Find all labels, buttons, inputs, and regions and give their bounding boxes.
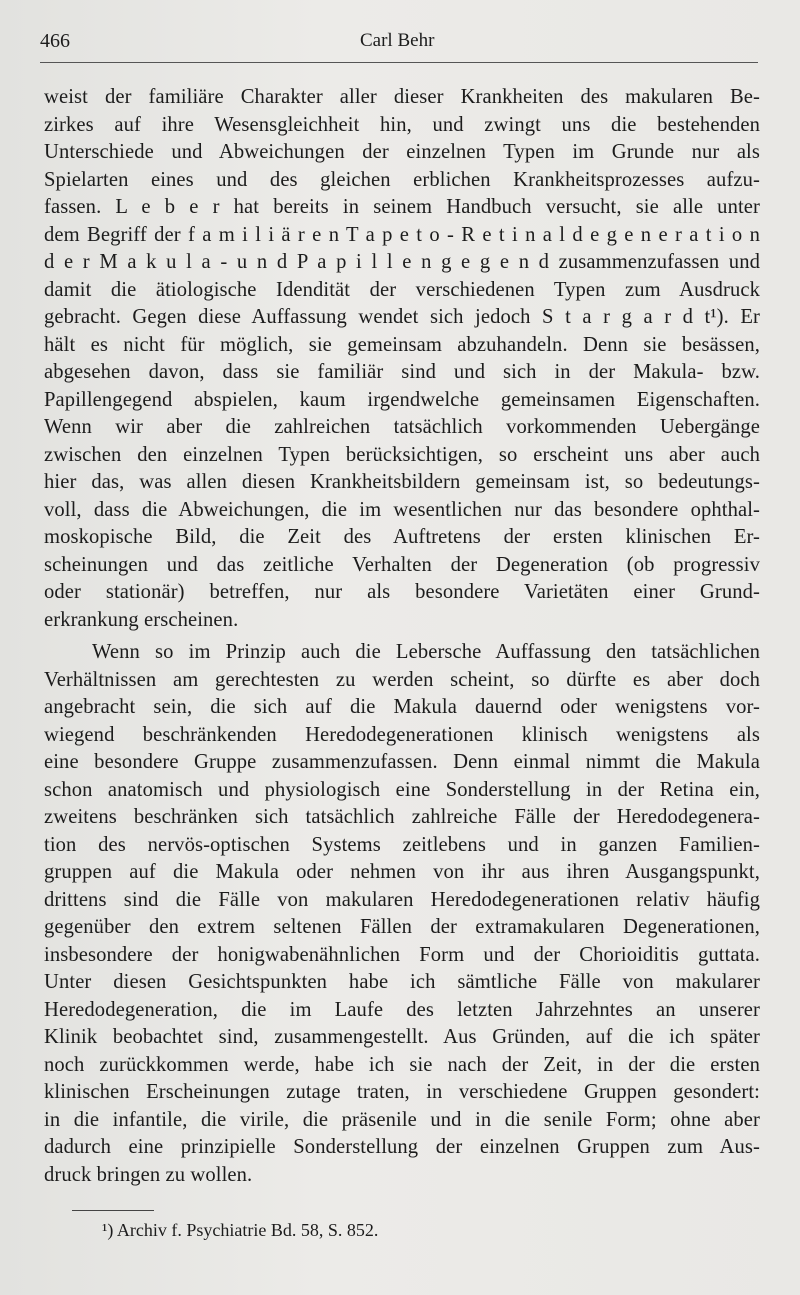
text-line: schon anatomisch und physiologisch eine Sonderstellung in der Retina ein, <box>44 778 760 801</box>
text-line: angebracht sein, die sich auf die Makula dauernd oder wenigstens vor- <box>44 696 760 718</box>
text-line: zirkes auf ihre Wesensgleichheit hin, und zwingt uns die bestehenden <box>44 113 760 136</box>
body-text <box>44 84 760 1189</box>
text-line: Unterschiede und Abweichungen der einzelnen Typen im Grunde nur als <box>44 141 760 163</box>
text-line: dem Begriff der f a m i l i ä r e n T a p e t o - R e t i n a l d e g e n e r a t i o n <box>44 223 760 246</box>
text-line: Wenn so im Prinzip auch die Lebersche Auffassung den tatsächlichen <box>92 641 760 663</box>
text-line: dadurch eine prinzipielle Sonderstellung der einzelnen Gruppen zum Aus- <box>44 1136 760 1158</box>
text-line: drittens sind die Fälle von makularen Heredodegenerationen relativ häufig <box>44 888 760 911</box>
header-rule <box>40 62 758 63</box>
text-line: Verhältnissen am gerechtesten zu werden scheint, so dürfte es aber doch <box>44 668 760 691</box>
text-line: gebracht. Gegen diese Auffassung wendet sich jedoch S t a r g a r d t¹). Er <box>44 306 760 328</box>
text-line: gegenüber den extrem seltenen Fällen der extramakularen Degenerationen, <box>44 916 760 938</box>
text-line: d e r M a k u l a - u n d P a p i l l e n g e g e n d zusammenzufassen und <box>44 251 760 273</box>
page-number: 466 <box>40 30 70 52</box>
text-line: druck bringen zu wollen. <box>44 1163 253 1186</box>
paragraph-1 <box>44 84 760 634</box>
text-line: voll, dass die Abweichungen, die im wesentlichen nur das besondere ophthal- <box>44 498 760 521</box>
text-line: Spielarten eines und des gleichen erblichen Krankheitsprozesses aufzu- <box>44 168 760 191</box>
text-line: Heredodegeneration, die im Laufe des letzten Jahrzehntes an unserer <box>44 998 760 1021</box>
text-line: oder stationär) betreffen, nur als besondere Varietäten einer Grund- <box>44 581 760 603</box>
footnote-rule <box>72 1210 154 1211</box>
text-line: scheinungen und das zeitliche Verhalten der Degeneration (ob progressiv <box>44 553 760 576</box>
text-line: in die infantile, die virile, die präsenile und in die senile Form; ohne aber <box>44 1108 760 1131</box>
text-line: damit die ätiologische Idendität der verschiedenen Typen zum Ausdruck <box>44 278 760 301</box>
footnote: ¹) Archiv f. Psychiatrie Bd. 58, S. 852. <box>102 1220 379 1240</box>
text-line: zwischen den einzelnen Typen berücksichtigen, so erscheint uns aber auch <box>44 443 760 466</box>
text-line: moskopische Bild, die Zeit des Auftretens der ersten klinischen Er- <box>44 526 760 548</box>
text-line: fassen. L e b e r hat bereits in seinem Handbuch versucht, sie alle unter <box>44 196 760 218</box>
text-line: hier das, was allen diesen Krankheitsbildern gemeinsam ist, so bedeutungs- <box>44 471 760 493</box>
text-line: noch zurückkommen werde, habe ich sie nach der Zeit, in der die ersten <box>44 1053 760 1076</box>
paragraph-2 <box>44 639 760 1189</box>
running-head: Carl Behr <box>360 30 435 51</box>
text-line: weist der familiäre Charakter aller dieser Krankheiten des makularen Be- <box>44 86 760 108</box>
text-line: zweitens beschränken sich tatsächlich zahlreiche Fälle der Heredodegenera- <box>44 806 760 828</box>
text-line: Klinik beobachtet sind, zusammengestellt. Aus Gründen, auf die ich später <box>44 1026 760 1048</box>
text-line: insbesondere der honigwabenähnlichen Form und der Chorioiditis guttata. <box>44 943 760 966</box>
text-line: tion des nervös-optischen Systems zeitlebens und in ganzen Familien- <box>44 833 760 856</box>
text-line: eine besondere Gruppe zusammenzufassen. Denn einmal nimmt die Makula <box>44 751 760 773</box>
text-line: Unter diesen Gesichtspunkten habe ich sämtliche Fälle von makularer <box>44 971 760 993</box>
text-line: hält es nicht für möglich, sie gemeinsam abzuhandeln. Denn sie besässen, <box>44 333 760 356</box>
text-line: gruppen auf die Makula oder nehmen von ihr aus ihren Ausgangspunkt, <box>44 861 760 883</box>
text-line: wiegend beschränkenden Heredodegenerationen klinisch wenigstens als <box>44 723 760 746</box>
text-line: klinischen Erscheinungen zutage traten, in verschiedene Gruppen gesondert: <box>44 1081 760 1103</box>
text-line: Wenn wir aber die zahlreichen tatsächlich vorkommenden Uebergänge <box>44 416 760 438</box>
text-line: abgesehen davon, dass sie familiär sind und sich in der Makula- bzw. <box>44 361 760 383</box>
text-line: Papillengegend abspielen, kaum irgendwelche gemeinsamen Eigenschaften. <box>44 388 760 411</box>
text-line: erkrankung erscheinen. <box>44 608 239 631</box>
